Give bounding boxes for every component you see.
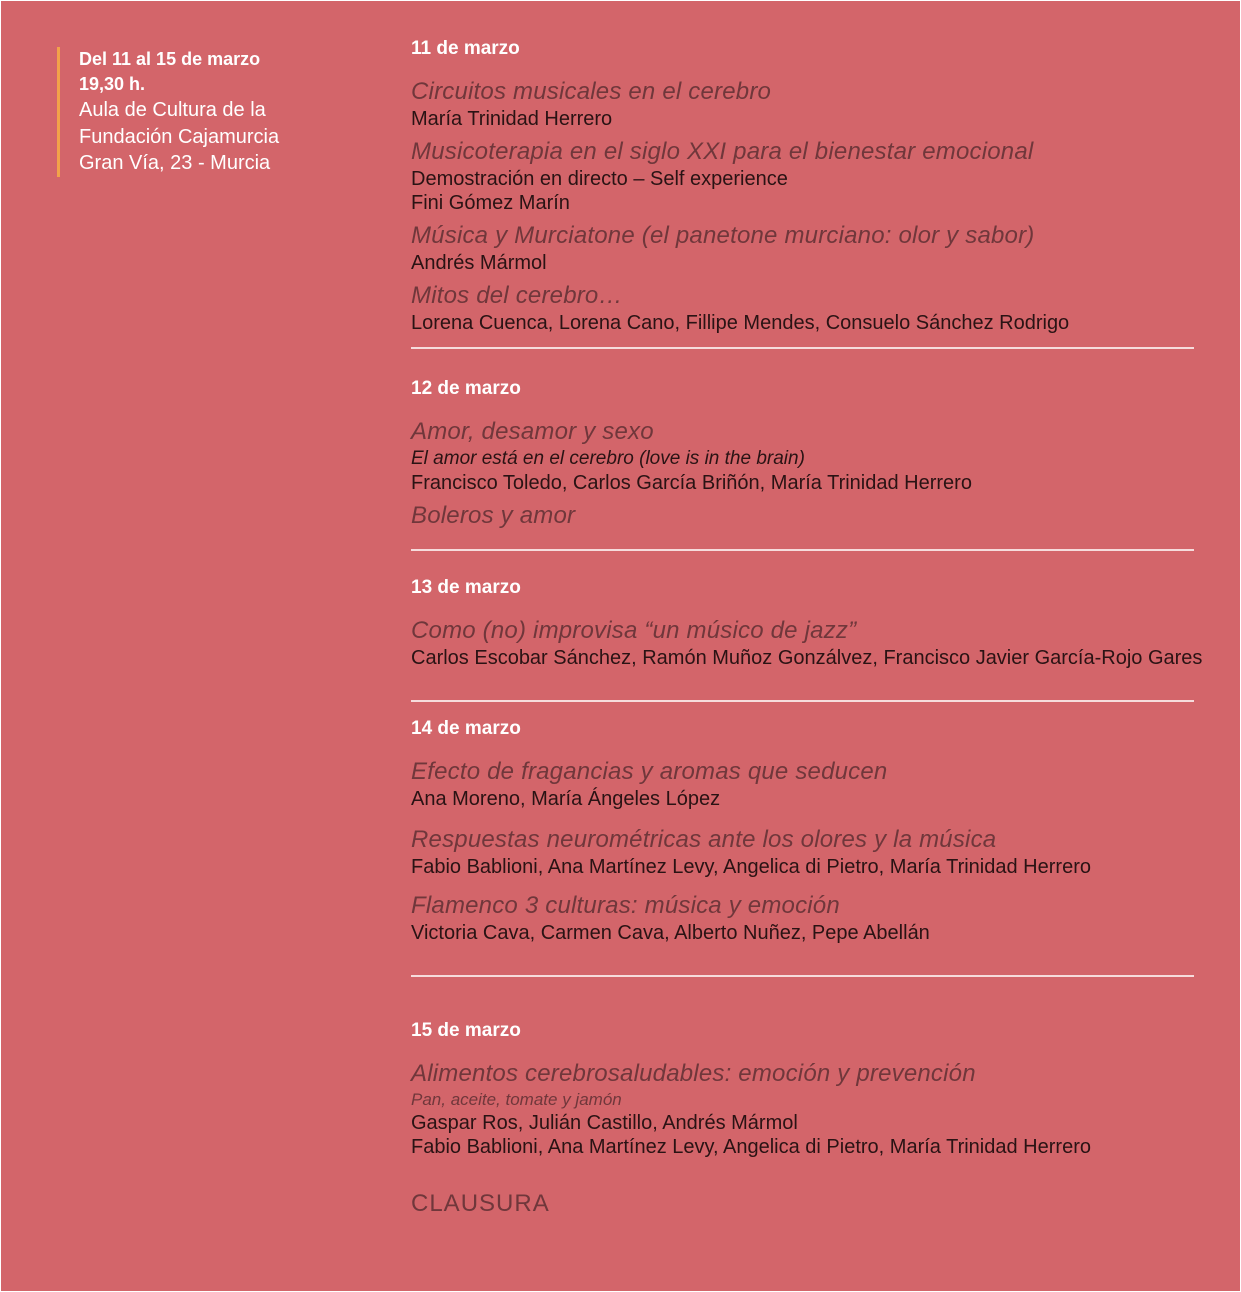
event-info bbox=[57, 47, 279, 177]
day-block-15 bbox=[411, 1019, 1211, 1219]
talk-speakers: Carlos Escobar Sánchez, Ramón Muñoz Gonzálvez, Francisco Javier García-Rojo Gares bbox=[411, 647, 1203, 669]
talk-title: Circuitos musicales en el cerebro bbox=[411, 78, 772, 105]
section-divider bbox=[411, 549, 1194, 551]
talk-subtitle: Pan, aceite, tomate y jamón bbox=[411, 1090, 622, 1109]
venue-line: Fundación Cajamurcia bbox=[79, 125, 280, 148]
day-date: 15 de marzo bbox=[411, 1020, 521, 1041]
event-dates: Del 11 al 15 de marzo bbox=[79, 49, 261, 69]
event-time: 19,30 h. bbox=[79, 74, 146, 94]
talk-speakers: Fabio Bablioni, Ana Martínez Levy, Angelica di Pietro, María Trinidad Herrero bbox=[411, 856, 1091, 878]
section-divider bbox=[411, 347, 1194, 349]
talk-title: Mitos del cerebro… bbox=[411, 282, 623, 309]
day-block-13 bbox=[411, 576, 1211, 670]
talk-speakers: Victoria Cava, Carmen Cava, Alberto Nuñez, Pepe Abellán bbox=[411, 922, 930, 944]
day-block-14 bbox=[411, 717, 1211, 945]
day-block-12 bbox=[411, 377, 1211, 531]
talk-title: Boleros y amor bbox=[411, 502, 576, 529]
talk-speakers: Fabio Bablioni, Ana Martínez Levy, Angelica di Pietro, María Trinidad Herrero bbox=[411, 1136, 1091, 1158]
talk-title: Como (no) improvisa “un músico de jazz” bbox=[411, 617, 857, 644]
talk-speakers: Gaspar Ros, Julián Castillo, Andrés Mármol bbox=[411, 1112, 798, 1134]
talk-speakers: Ana Moreno, María Ángeles López bbox=[411, 788, 721, 810]
talk-title: Alimentos cerebrosaludables: emoción y prevención bbox=[411, 1060, 976, 1087]
day-date: 13 de marzo bbox=[411, 577, 521, 598]
talk-subtitle: Demostración en directo – Self experience bbox=[411, 168, 788, 190]
talk-title: Musicoterapia en el siglo XXI para el bienestar emocional bbox=[411, 138, 1034, 165]
talk-title: Efecto de fragancias y aromas que seducen bbox=[411, 758, 888, 785]
venue-address: Gran Vía, 23 - Murcia bbox=[79, 152, 271, 174]
talk-speakers: Francisco Toledo, Carlos García Briñón, María Trinidad Herrero bbox=[411, 472, 972, 494]
talk-speakers: Lorena Cuenca, Lorena Cano, Fillipe Mendes, Consuelo Sánchez Rodrigo bbox=[411, 312, 1070, 334]
talk-title: Música y Murciatone (el panetone murciano: olor y sabor) bbox=[411, 222, 1035, 249]
closing-label: CLAUSURA bbox=[411, 1190, 550, 1217]
day-date: 12 de marzo bbox=[411, 378, 521, 399]
day-date: 14 de marzo bbox=[411, 718, 521, 739]
day-block-11 bbox=[411, 37, 1211, 335]
talk-speakers: María Trinidad Herrero bbox=[411, 108, 613, 130]
talk-speakers: Andrés Mármol bbox=[411, 252, 547, 274]
talk-title: Amor, desamor y sexo bbox=[411, 418, 654, 445]
talk-subtitle: El amor está en el cerebro (love is in the brain) bbox=[411, 448, 805, 469]
day-date: 11 de marzo bbox=[411, 38, 520, 59]
section-divider bbox=[411, 975, 1194, 977]
talk-title: Respuestas neurométricas ante los olores y la música bbox=[411, 826, 997, 853]
talk-title: Flamenco 3 culturas: música y emoción bbox=[411, 892, 840, 919]
talk-speakers: Fini Gómez Marín bbox=[411, 192, 570, 214]
section-divider bbox=[411, 700, 1194, 702]
venue-line: Aula de Cultura de la bbox=[79, 99, 266, 121]
